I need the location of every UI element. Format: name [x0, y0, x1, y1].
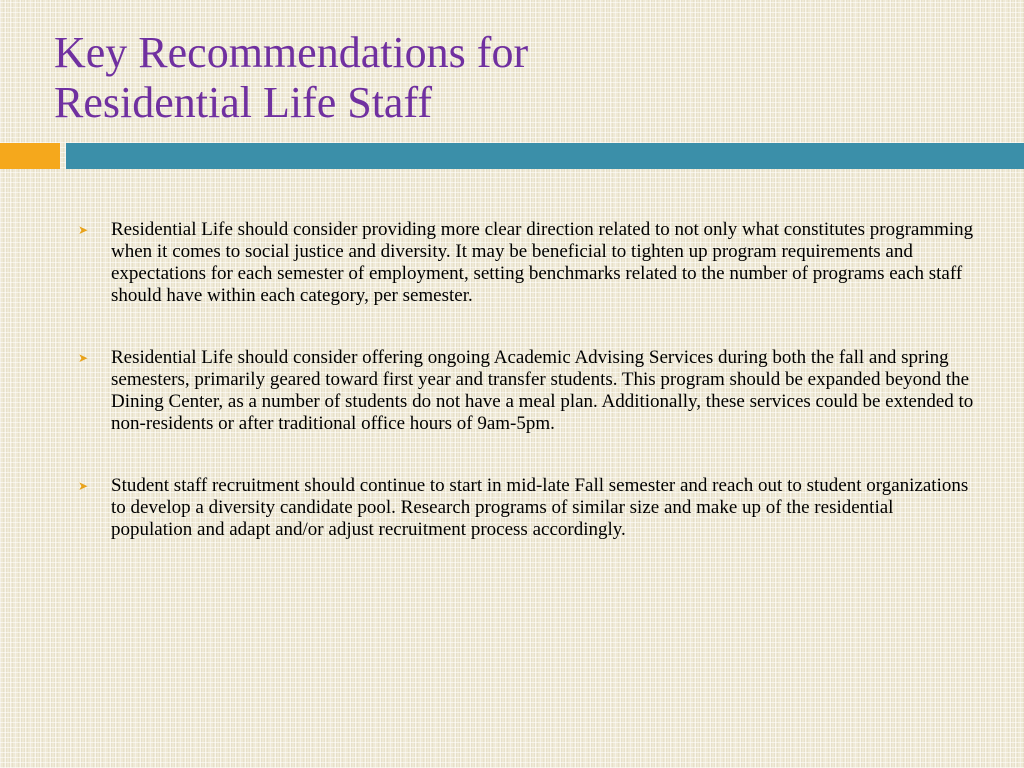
- arrowhead-bullet-icon: ➤: [78, 223, 89, 237]
- accent-bar-orange: [0, 143, 60, 169]
- recommendations-list: [78, 219, 978, 581]
- bullet-text: Residential Life should consider providing more clear direction related to not only what constitutes programming when it comes to social justice and diversity. It may be beneficial to tighten up program requirements and expectations for each semester of employment, setting benchmarks related to the number of programs each staff should have within each category, per semester.: [111, 219, 974, 306]
- arrowhead-bullet-icon: ➤: [78, 351, 89, 365]
- accent-bar-teal: [66, 143, 1024, 169]
- list-item: [78, 347, 978, 435]
- slide-title-line-2: Residential Life Staff: [54, 78, 432, 127]
- slide-title: [54, 28, 528, 128]
- arrowhead-bullet-icon: ➤: [78, 479, 89, 493]
- bullet-text: Student staff recruitment should continue to start in mid-late Fall semester and reach out to student organizations to develop a diversity candidate pool. Research programs of similar size and make up of the residential population and adapt and/or adjust recruitment process accordingly.: [111, 475, 969, 540]
- list-item: [78, 475, 978, 541]
- list-item: [78, 219, 978, 307]
- bullet-text: Residential Life should consider offering ongoing Academic Advising Services during both the fall and spring semesters, primarily geared toward first year and transfer students. This program should be expanded beyond the Dining Center, as a number of students do not have a meal plan. Additionally, these services could be extended to non-residents or after traditional office hours of 9am-5pm.: [111, 347, 974, 434]
- slide-title-line-1: Key Recommendations for: [54, 28, 529, 77]
